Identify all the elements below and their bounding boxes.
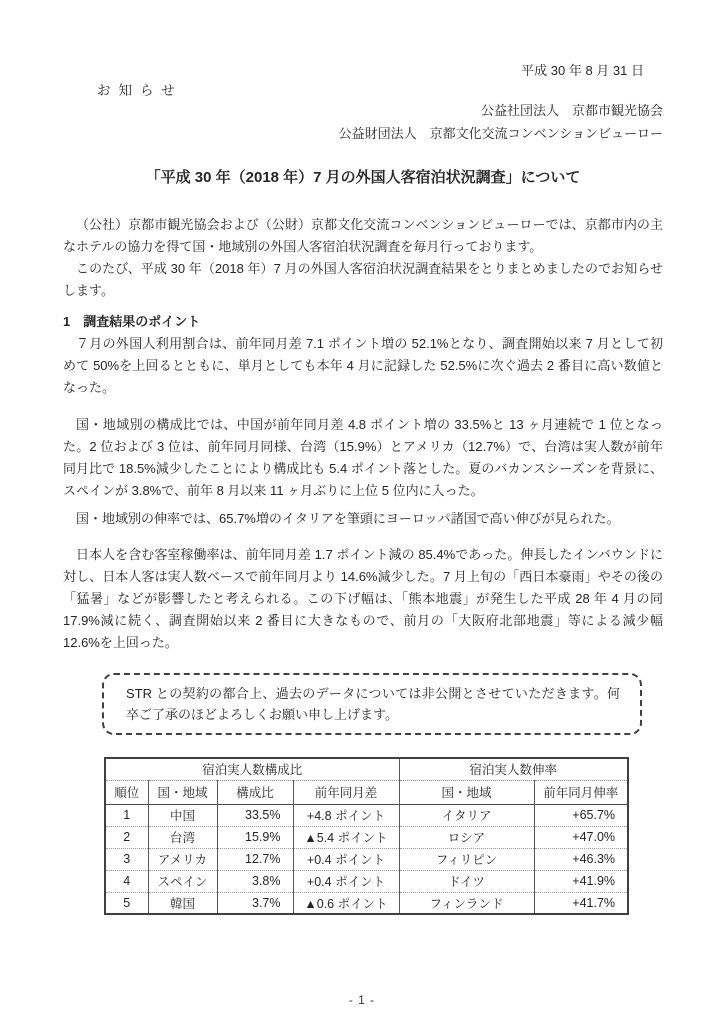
- org-line-1: 公益社団法人 京都市観光協会: [480, 103, 663, 118]
- cell-growth-country: ロシア: [399, 826, 534, 848]
- table-row: [105, 826, 628, 848]
- cell-yoy-diff: ▲5.4 ポイント: [293, 826, 399, 848]
- column-header-yoy-diff: 前年同月差: [293, 780, 399, 804]
- cell-country: アメリカ: [148, 848, 217, 870]
- cell-share: 12.7%: [217, 848, 293, 870]
- cell-yoy-diff: +4.8 ポイント: [293, 804, 399, 826]
- cell-country: 中国: [148, 804, 217, 826]
- note-box-text: STR との契約の都合上、過去のデータについては非公開とさせていただきます。何卒ご了承のほどよろしくお願い申し上げます。: [126, 686, 620, 722]
- column-header-country: 国・地域: [148, 780, 217, 804]
- page-number: - 1 -: [348, 993, 376, 1007]
- cell-yoy-growth: +46.3%: [534, 848, 628, 870]
- cell-country: 台湾: [148, 826, 217, 848]
- column-header-share: 構成比: [217, 780, 293, 804]
- cell-yoy-growth: +47.0%: [534, 826, 628, 848]
- cell-yoy-diff: +0.4 ポイント: [293, 870, 399, 892]
- table-row: [105, 892, 628, 914]
- section-1-heading: 1 調査結果のポイント: [63, 314, 201, 329]
- cell-country: スペイン: [148, 870, 217, 892]
- cell-rank: 2: [105, 826, 148, 848]
- point-paragraph-4: 日本人を含む客室稼働率は、前年同月差 1.7 ポイント減の 85.4%であった。伸長したインバウンドに対し、日本人客は実人数ベースで前年同月より 14.6%減少した。7 月上旬の「西日本豪雨」やその後の「猛暑」などが影響したと考えられる。この下げ幅は、「熊本地震」が発生した平成 28 年 4 月の同 17.9%減に続く、調査開始以来 2 番目に大きなもので、前月の「大阪府北部地震」等による減少幅 12.6%を上回った。: [63, 547, 663, 650]
- cell-yoy-growth: +41.9%: [534, 870, 628, 892]
- cell-country: 韓国: [148, 892, 217, 914]
- cell-share: 3.8%: [217, 870, 293, 892]
- date-line: 平成 30 年 8 月 31 日: [521, 63, 644, 78]
- point-paragraph-3: 国・地域別の伸率では、65.7%増のイタリアを筆頭にヨーロッパ諸国で高い伸びが見られた。: [76, 511, 620, 526]
- column-header-rank: 順位: [105, 780, 148, 804]
- table-row: [105, 804, 628, 826]
- cell-rank: 4: [105, 870, 148, 892]
- note-box: [102, 673, 642, 735]
- cell-share: 15.9%: [217, 826, 293, 848]
- cell-growth-country: ドイツ: [399, 870, 534, 892]
- cell-yoy-diff: ▲0.6 ポイント: [293, 892, 399, 914]
- intro-paragraph-2: このたび、平成 30 年（2018 年）7 月の外国人客宿泊状況調査結果をとりまとめましたのでお知らせします。: [63, 261, 663, 298]
- document-title: 「平成 30 年（2018 年）7 月の外国人客宿泊状況調査」について: [145, 169, 581, 186]
- point-paragraph-1: ７月の外国人利用割合は、前年同月差 7.1 ポイント増の 52.1%となり、調査開始以来 7 月として初めて 50%を上回るとともに、単月としても本年 4 月に記録した 52.5%に次ぐ過去 2 番目に高い数値となった。: [63, 336, 663, 395]
- cell-growth-country: イタリア: [399, 804, 534, 826]
- notice-label: お知らせ: [97, 83, 183, 98]
- cell-growth-country: フィンランド: [399, 892, 534, 914]
- column-header-yoy-growth: 前年同月伸率: [534, 780, 628, 804]
- cell-rank: 3: [105, 848, 148, 870]
- table-column-header-row: [105, 780, 628, 804]
- table-group-header-row: [105, 758, 628, 780]
- group-header-composition: 宿泊実人数構成比: [105, 758, 399, 780]
- cell-share: 3.7%: [217, 892, 293, 914]
- column-header-growth-country: 国・地域: [399, 780, 534, 804]
- intro-paragraph-1: （公社）京都市観光協会および（公財）京都文化交流コンベンションビューローでは、京都市内の主なホテルの協力を得て国・地域別の外国人客宿泊状況調査を毎月行っております。: [63, 217, 663, 254]
- cell-share: 33.5%: [217, 804, 293, 826]
- point-paragraph-2: 国・地域別の構成比では、中国が前年同月差 4.8 ポイント増の 33.5%と 13 ヶ月連続で 1 位となった。2 位および 3 位は、前年同月同様、台湾（15.9%）とアメリカ（12.7%）で、台湾は実人数が前年同月比で 18.5%減少したことにより構成比も 5.4 ポイント落とした。夏のバカンスシーズンを背景に、スペインが 3.8%で、前年 8 月以来 11 ヶ月ぶりに上位 5 位内に入った。: [63, 417, 663, 498]
- table-row: [105, 870, 628, 892]
- lodging-stats-table: [104, 757, 629, 915]
- cell-yoy-diff: +0.4 ポイント: [293, 848, 399, 870]
- cell-yoy-growth: +41.7%: [534, 892, 628, 914]
- org-line-2: 公益財団法人 京都文化交流コンベンションビューロー: [338, 126, 663, 141]
- table-row: [105, 848, 628, 870]
- group-header-growth: 宿泊実人数伸率: [399, 758, 628, 780]
- cell-rank: 5: [123, 895, 131, 910]
- cell-rank: 1: [105, 804, 148, 826]
- cell-yoy-growth: +65.7%: [534, 804, 628, 826]
- cell-growth-country: フィリピン: [399, 848, 534, 870]
